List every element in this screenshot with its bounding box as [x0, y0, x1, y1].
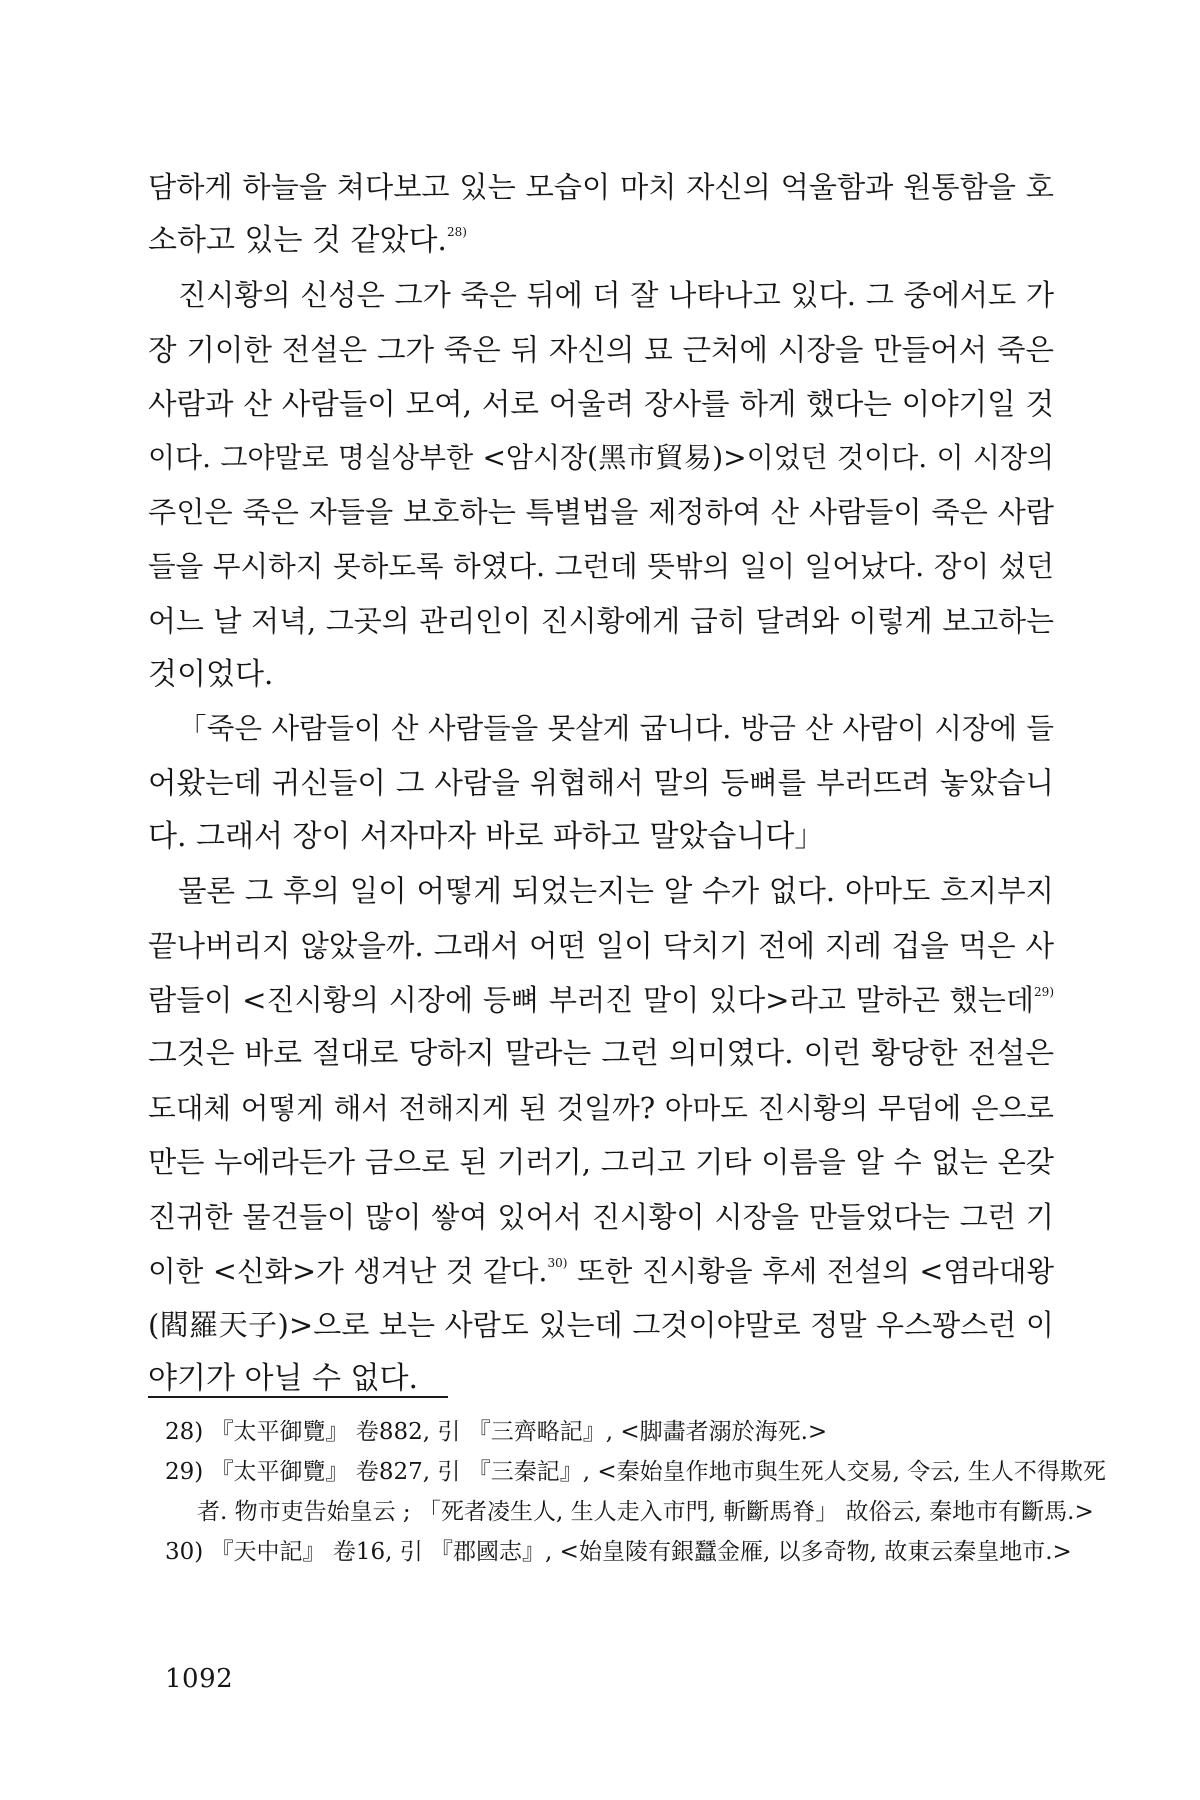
text-line: 어느 날 저녁, 그곳의 관리인이 진시황에게 급히 달려와 이렇게 보고하는	[148, 603, 1054, 638]
text-line: 물론 그 후의 일이 어떻게 되었는지는 알 수가 없다. 아마도 흐지부지	[178, 874, 1054, 909]
text-line: 다. 그래서 장이 서자마자 바로 파하고 말았습니다」	[148, 819, 825, 855]
footnotes	[165, 1412, 1106, 1572]
text-line: 소하고 있는 것 같았다.$^{28)}$	[148, 223, 467, 259]
text-line: 어왔는데 귀신들이 그 사람을 위협해서 말의 등뼈를 부러뜨려 놓았습니	[148, 766, 1054, 801]
footnote-ref: 28)	[446, 225, 467, 240]
text-line: 장 기이한 전설은 그가 죽은 뒤 자신의 묘 근처에 시장을 만들어서 죽은	[148, 332, 1054, 367]
text-line: 도대체 어떻게 해서 전해지게 된 것일까? 아마도 진시황의 무덤에 은으로	[148, 1091, 1054, 1126]
footnote-divider	[148, 1396, 448, 1398]
page-number: 1092	[165, 1664, 234, 1694]
text-line: 들을 무시하지 못하도록 하였다. 그런데 뜻밖의 일이 일어났다. 장이 섰던	[148, 549, 1054, 584]
text-line: 야기가 아닐 수 없다.	[148, 1361, 418, 1397]
text-line: 끝나버리지 않았을까. 그래서 어떤 일이 닥치기 전에 지레 겁을 먹은 사	[148, 928, 1054, 963]
text-line: 주인은 죽은 자들을 보호하는 특별법을 제정하여 산 사람들이 죽은 사람	[148, 495, 1054, 530]
text-line: 「죽은 사람들이 산 사람들을 못살게 굽니다. 방금 산 사람이 시장에 들	[178, 711, 1054, 745]
footnote-28: 28) 『太平御覽』 卷882, 引 『三齊略記』, <脚畵者溺於海死.>	[165, 1419, 828, 1445]
footnote-29: 29) 『太平御覽』 卷827, 引 『三秦記』, <秦始皇作地市與生死人交易, 令云, 生人不得欺死	[165, 1459, 1106, 1485]
text-line: 사람과 산 사람들이 모여, 서로 어울려 장사를 하게 했다는 이야기일 것	[148, 386, 1054, 421]
text-line: 만든 누에라든가 금으로 된 기러기, 그리고 기타 이름을 알 수 없는 온갖	[148, 1145, 1054, 1180]
footnote-30: 30) 『天中記』 卷16, 引 『郡國志』, <始皇陵有銀蠶金雁, 以多奇物, 故東云秦皇地市.>	[165, 1539, 1072, 1565]
text-line: 이한 <신화>가 생겨난 것 같다.$^{30)}$ 또한 진시황을 후세 전설의 <염라대왕	[148, 1253, 1054, 1288]
footnote-ref: 29)	[1034, 984, 1054, 999]
text-line: (閻羅天子)>으로 보는 사람도 있는데 그것이야말로 정말 우스꽝스런 이	[148, 1307, 1054, 1342]
footnote-29-continued: 者. 物市吏告始皇云 ; 「死者凌生人, 生人走入市門, 斬斷馬脊」 故俗云, 秦地市有斷馬.>	[197, 1499, 1094, 1525]
main-text	[148, 160, 1054, 1406]
text-line: 것이었다.	[148, 656, 274, 692]
text-line: 그것은 바로 절대로 당하지 말라는 그런 의미였다. 이런 황당한 전설은	[148, 1036, 1054, 1071]
text-line: 진귀한 물건들이 많이 쌓여 있어서 진시황이 시장을 만들었다는 그런 기	[148, 1199, 1054, 1234]
footnote-ref: 30)	[547, 1255, 568, 1270]
text-line: 담하게 하늘을 쳐다보고 있는 모습이 마치 자신의 억울함과 원통함을 호	[148, 170, 1054, 204]
text-line: 이다. 그야말로 명실상부한 <암시장(黑市貿易)>이었던 것이다. 이 시장의	[148, 440, 1054, 474]
text-line: 람들이 <진시황의 시장에 등뼈 부러진 말이 있다>라고 말하곤 했는데$^{29)}$	[148, 982, 1054, 1017]
text-line: 진시황의 신성은 그가 죽은 뒤에 더 잘 나타나고 있다. 그 중에서도 가	[178, 278, 1054, 313]
